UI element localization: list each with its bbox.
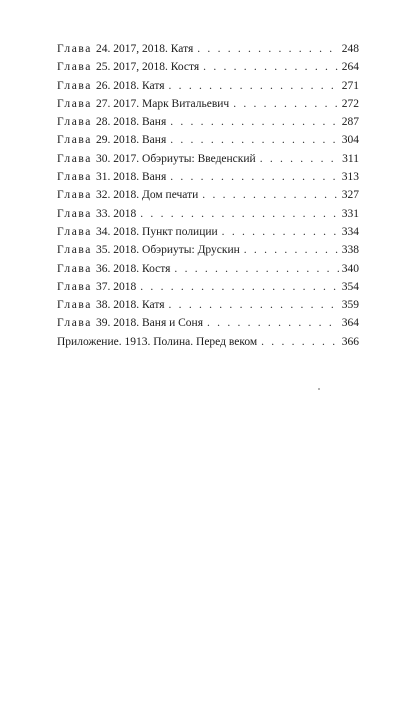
toc-entry-prefix: Глава	[57, 61, 93, 74]
toc-entry-prefix: Глава	[57, 280, 93, 293]
toc-entry-title: 35. 2018. Обэриуты: Друскин	[96, 244, 240, 257]
toc-entry-page-number: 313	[341, 171, 359, 184]
toc-entry	[57, 77, 359, 95]
toc-entry-title: 30. 2017. Обэриуты: Введенский	[96, 152, 256, 165]
toc-entry-prefix: Глава	[57, 43, 93, 55]
toc-entry-prefix: Глава	[57, 225, 93, 238]
toc-entry-title: 33. 2018	[96, 207, 137, 220]
toc-entry	[57, 113, 359, 131]
toc-entry-page-number: 340	[341, 262, 359, 275]
toc-entry-prefix: Глава	[57, 97, 93, 110]
toc-entry-page-number: 264	[341, 61, 359, 74]
toc-entry	[57, 95, 359, 113]
table-of-contents	[57, 40, 359, 351]
dot-leader	[140, 205, 338, 223]
toc-entry-prefix: Глава	[57, 244, 93, 257]
toc-entry-prefix: Глава	[57, 152, 93, 165]
toc-entry-title: 34. 2018. Пункт полиции	[96, 225, 218, 238]
toc-entry	[57, 333, 359, 351]
toc-entry-title: 25. 2017, 2018. Костя	[96, 61, 200, 74]
dot-leader	[174, 260, 338, 278]
dot-leader	[197, 40, 338, 58]
toc-entry	[57, 260, 359, 278]
toc-entry-page-number: 287	[341, 116, 359, 129]
dot-leader	[202, 186, 338, 204]
toc-entry	[57, 296, 359, 314]
dot-leader	[260, 150, 339, 168]
dot-leader	[170, 131, 339, 149]
toc-entry-prefix: Глава	[57, 79, 93, 92]
toc-entry	[57, 186, 359, 204]
toc-entry-title: 39. 2018. Ваня и Соня	[96, 317, 204, 330]
toc-entry-prefix: Глава	[57, 189, 93, 202]
toc-entry-page-number: 271	[341, 79, 359, 92]
dot-leader	[170, 168, 339, 186]
toc-entry-prefix: Глава	[57, 299, 93, 312]
toc-entry-prefix: Глава	[57, 171, 93, 184]
dot-leader	[169, 77, 339, 95]
toc-entry-page-number: 304	[341, 134, 359, 147]
toc-entry-title: 24. 2017, 2018. Катя	[96, 43, 194, 55]
toc-entry-title: 28. 2018. Ваня	[96, 116, 167, 129]
toc-entry-page-number: 338	[341, 244, 359, 257]
dot-leader	[140, 278, 338, 296]
dot-leader	[207, 314, 339, 332]
toc-entry-page-number: 354	[341, 280, 359, 293]
toc-entry-page-number: 366	[341, 335, 359, 348]
toc-entry-page-number: 272	[341, 97, 359, 110]
toc-entry-title: Приложение. 1913. Полина. Перед веком	[57, 335, 258, 348]
toc-entry	[57, 223, 359, 241]
toc-entry-page-number: 248	[341, 43, 359, 55]
dot-leader	[169, 296, 339, 314]
toc-entry	[57, 241, 359, 259]
toc-entry-title: 37. 2018	[96, 280, 137, 293]
toc-entry-prefix: Глава	[57, 134, 93, 147]
toc-entry	[57, 278, 359, 296]
toc-entry	[57, 168, 359, 186]
dot-leader	[203, 58, 339, 76]
print-speck	[318, 388, 320, 390]
toc-entry	[57, 58, 359, 76]
toc-entry-title: 31. 2018. Ваня	[96, 171, 167, 184]
toc-entry-title: 27. 2017. Марк Витальевич	[96, 97, 230, 110]
toc-entry-page-number: 311	[342, 152, 359, 165]
toc-entry-prefix: Глава	[57, 207, 93, 220]
dot-leader	[233, 95, 339, 113]
toc-entry-title: 32. 2018. Дом печати	[96, 189, 199, 202]
toc-entry-title: 36. 2018. Костя	[96, 262, 171, 275]
toc-entry	[57, 40, 359, 58]
toc-entry-prefix: Глава	[57, 116, 93, 129]
toc-entry-title: 29. 2018. Ваня	[96, 134, 167, 147]
toc-entry-page-number: 331	[341, 207, 359, 220]
dot-leader	[170, 113, 339, 131]
toc-entry-prefix: Глава	[57, 317, 93, 330]
toc-entry	[57, 314, 359, 332]
toc-entry-page-number: 327	[341, 189, 359, 202]
dot-leader	[261, 333, 339, 351]
dot-leader	[222, 223, 339, 241]
toc-entry-page-number: 334	[341, 225, 359, 238]
toc-entry-title: 38. 2018. Катя	[96, 299, 165, 312]
toc-entry	[57, 205, 359, 223]
toc-entry	[57, 131, 359, 149]
toc-entry	[57, 150, 359, 168]
dot-leader	[244, 241, 339, 259]
toc-entry-prefix: Глава	[57, 262, 93, 275]
toc-entry-page-number: 359	[341, 299, 359, 312]
toc-entry-page-number: 364	[341, 317, 359, 330]
toc-entry-title: 26. 2018. Катя	[96, 79, 165, 92]
